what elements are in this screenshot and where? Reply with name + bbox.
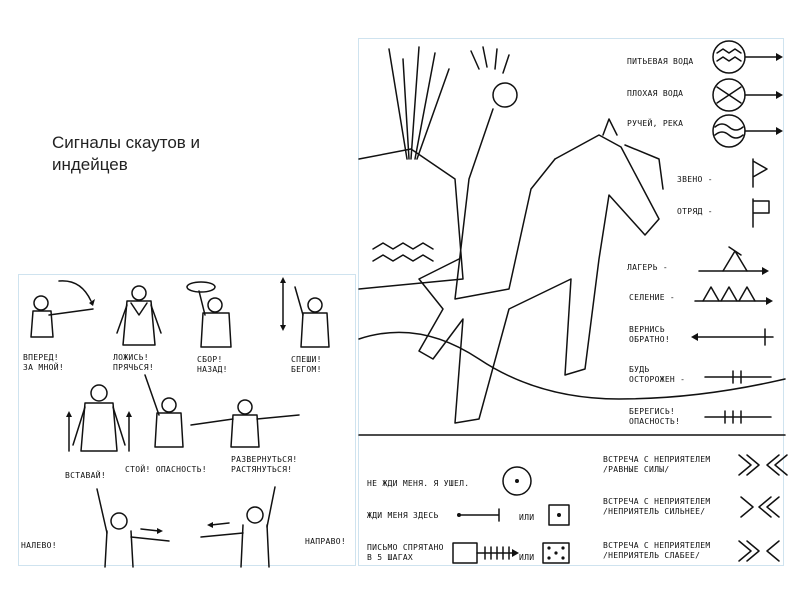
signal-label-stop-danger: СТОЙ! ОПАСНОСТЬ! (125, 465, 207, 474)
sign-label-be-careful: БУДЬ ОСТОРОЖЕН - (629, 365, 686, 384)
signal-label-lie-down: ЛОЖИСЬ! ПРЯЧЬСЯ! (113, 353, 154, 372)
sign-label-return: ВЕРНИСЬ ОБРАТНО! (629, 325, 670, 344)
signal-label-forward: ВПЕРЕД! ЗА МНОЙ! (23, 353, 64, 372)
scout-figure-lie-down (117, 286, 161, 345)
river-icon (713, 115, 783, 147)
sign-label-troop: ОТРЯД - (677, 207, 713, 216)
scout-figure-left (97, 489, 169, 567)
scout-figures-illustration (19, 275, 357, 567)
sign-label-village: СЕЛЕНИЕ - (629, 293, 676, 302)
sign-label-river: РУЧЕЙ, РЕКА (627, 119, 684, 128)
sign-label-bad-water: ПЛОХАЯ ВОДА (627, 89, 684, 98)
sign-label-danger: БЕРЕГИСЬ! ОПАСНОСТЬ! (629, 407, 681, 426)
troop-flag-icon (753, 199, 769, 227)
scout-figure-gather (187, 282, 231, 347)
enemy-label-stronger: ВСТРЕЧА С НЕПРИЯТЕЛЕМ /НЕПРИЯТЕЛЬ СИЛЬНЕЕ/ (603, 497, 711, 516)
scout-figure-hurry (280, 277, 329, 347)
letter-hidden-trail-icon (453, 543, 519, 563)
indian-signs-panel (358, 38, 784, 566)
trail-label-wait-here: ЖДИ МЕНЯ ЗДЕСЬ (367, 511, 439, 520)
danger-icon (705, 411, 771, 423)
drinking-water-icon (713, 41, 783, 73)
sign-label-patrol: ЗВЕНО - (677, 175, 713, 184)
be-careful-icon (705, 371, 771, 383)
scout-figure-stand-up (66, 385, 132, 451)
scout-figure-forward (31, 281, 95, 337)
slide-title: Сигналы скаутов и индейцев (52, 133, 201, 174)
signal-label-right: НАПРАВО! (305, 537, 346, 546)
trail-label-gone: НЕ ЖДИ МЕНЯ. Я УШЕЛ. (367, 479, 470, 488)
scout-figure-right (201, 487, 275, 567)
signal-label-stand-up: ВСТАВАЙ! (65, 471, 106, 480)
enemy-label-equal: ВСТРЕЧА С НЕПРИЯТЕЛЕМ /РАВНЫЕ СИЛЫ/ (603, 455, 711, 474)
scout-figure-stop-danger (145, 375, 183, 447)
enemy-weaker-icon (739, 541, 779, 561)
bad-water-icon (713, 79, 783, 111)
trail-label-or-1: ИЛИ (519, 513, 535, 522)
signal-label-left: НАЛЕВО! (21, 541, 57, 550)
trail-label-or-2: ИЛИ (519, 553, 535, 562)
enemy-equal-icon (739, 455, 787, 475)
scout-signals-panel (18, 274, 356, 566)
enemy-label-weaker: ВСТРЕЧА С НЕПРИЯТЕЛЕМ /НЕПРИЯТЕЛЬ СЛАБЕЕ/ (603, 541, 711, 560)
wait-here-trail-icon (457, 509, 499, 521)
scout-figure-deploy (191, 400, 299, 447)
village-sign-icon (695, 287, 773, 305)
gone-circle-icon (503, 467, 531, 495)
enemy-stronger-icon (741, 497, 779, 517)
sign-label-camp: ЛАГЕРЬ - (627, 263, 668, 272)
signal-label-gather: СБОР! НАЗАД! (197, 355, 228, 374)
camp-sign-icon (699, 247, 769, 275)
signal-label-hurry: СПЕШИ! БЕГОМ! (291, 355, 322, 374)
trail-label-letter-hidden: ПИСЬМО СПРЯТАНО В 5 ШАГАХ (367, 543, 444, 562)
tipi-drawing (359, 47, 463, 289)
sign-label-drinking-water: ПИТЬЕВАЯ ВОДА (627, 57, 694, 66)
patrol-flag-icon (753, 159, 767, 187)
return-back-icon (691, 329, 773, 345)
letter-hidden-box-icon (543, 543, 569, 563)
wait-here-box-icon (549, 505, 569, 525)
signal-label-deploy: РАЗВЕРНУТЬСЯ! РАСТЯНУТЬСЯ! (231, 455, 298, 474)
